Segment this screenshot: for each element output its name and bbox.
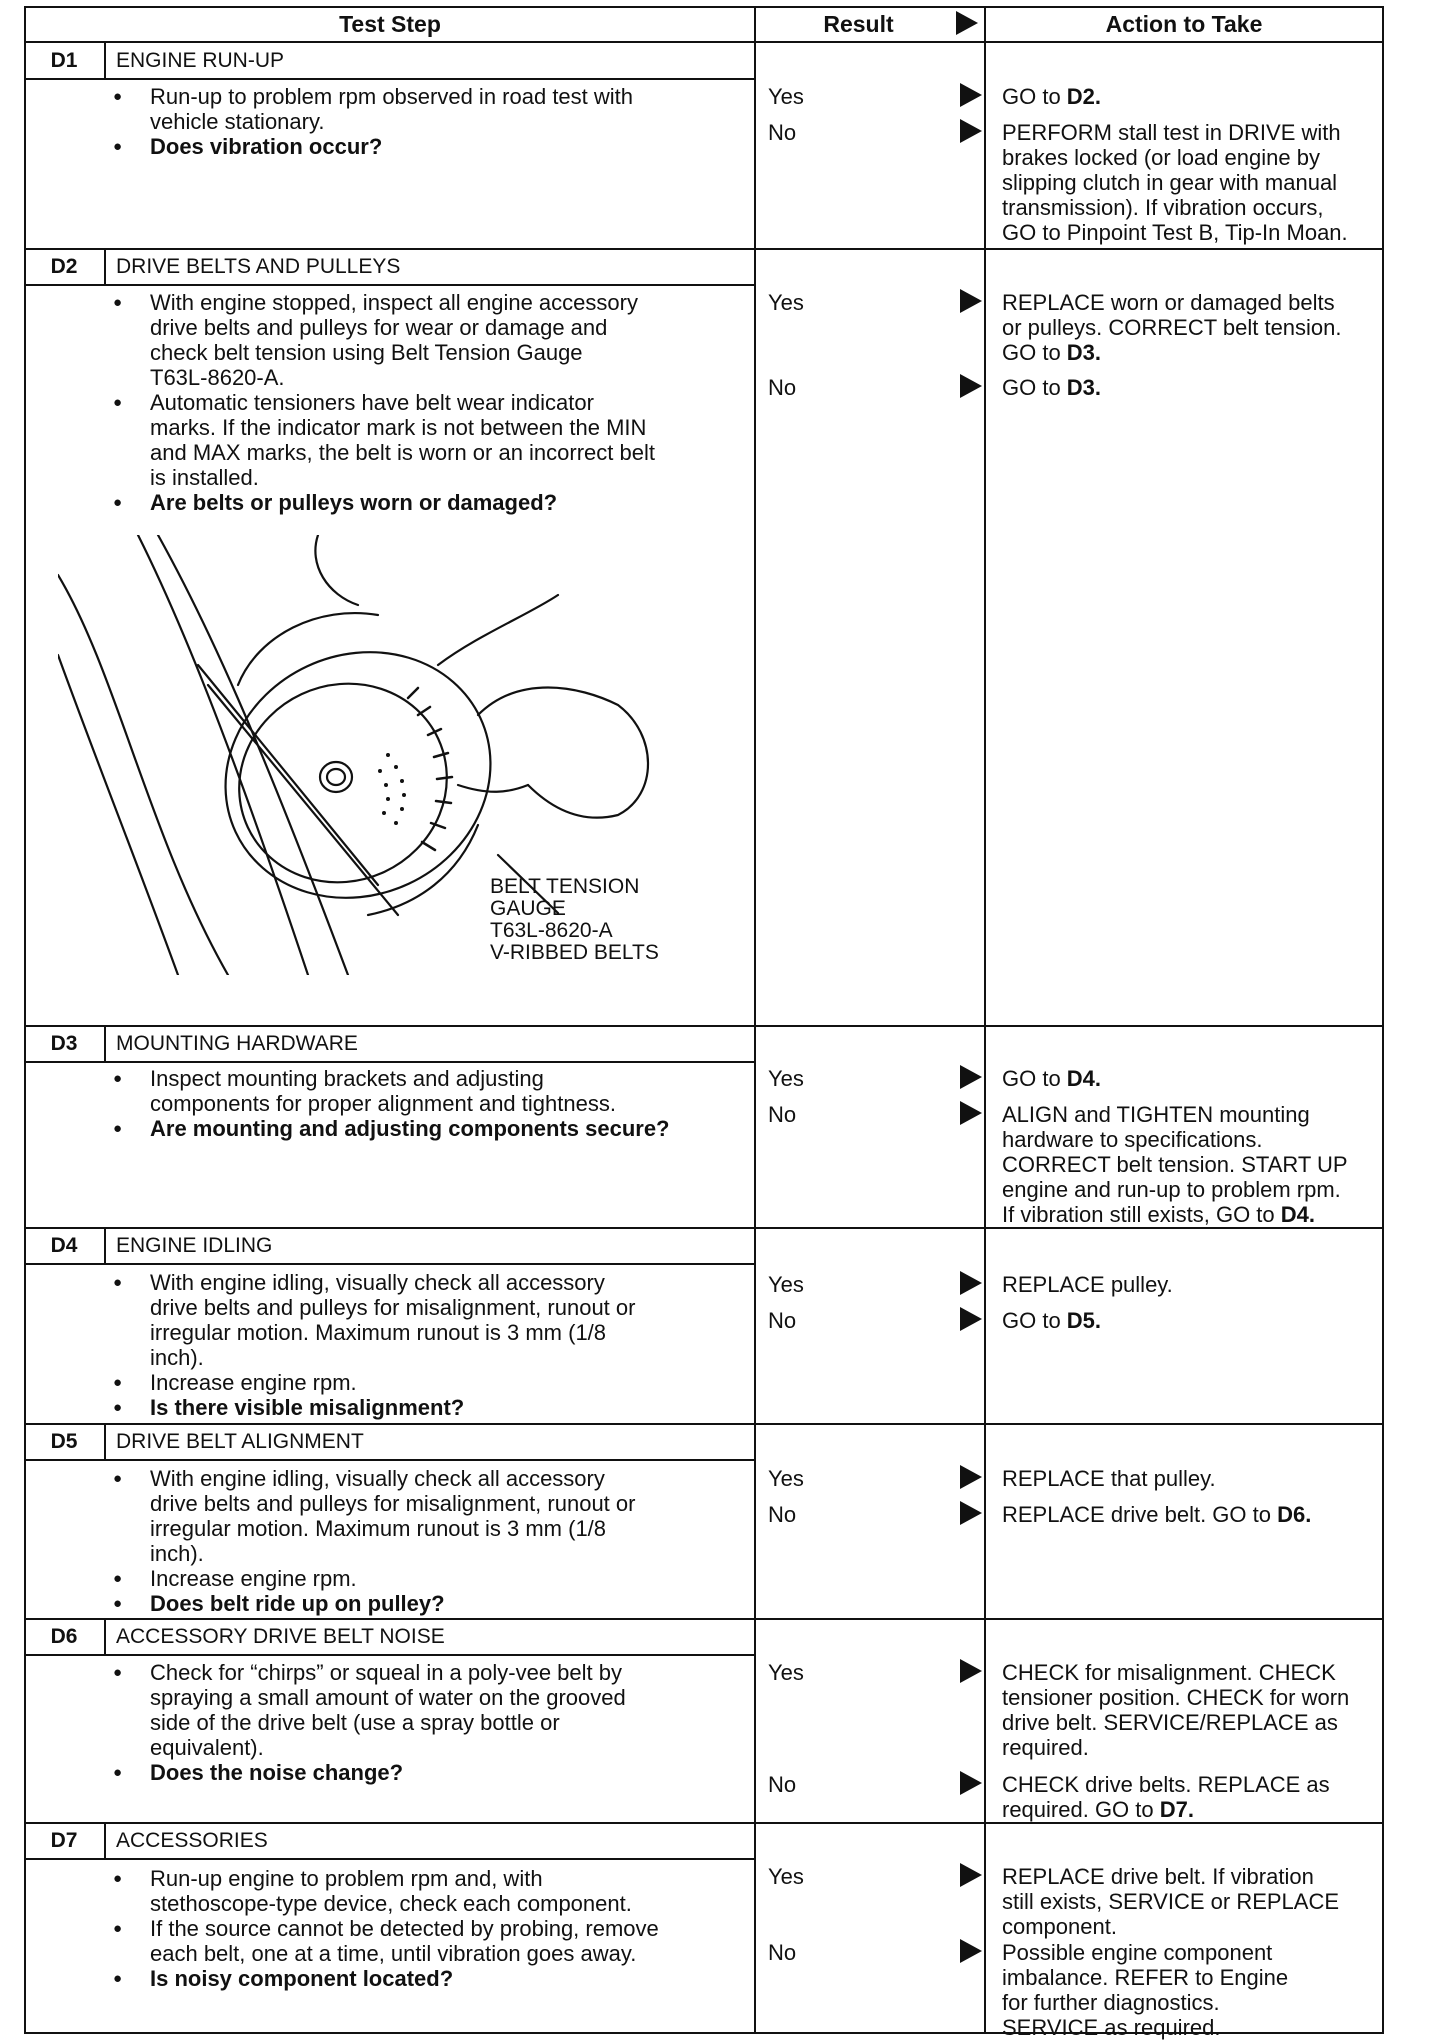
result-no-d3: No <box>768 1102 797 1127</box>
table-border-left <box>24 6 26 2034</box>
bullet-list-d5 <box>110 1466 740 1616</box>
bullet-item: ● Does belt ride up on pulley? <box>110 1591 740 1616</box>
action-no-d1 <box>1002 120 1397 245</box>
action-step-ref: D2. <box>1066 84 1102 109</box>
step-title-d1: ENGINE RUN-UP <box>116 49 285 72</box>
bullet-item: ● If the source cannot be detected by probing, remove each belt, one at a time, until vibration goes away. <box>110 1916 740 1966</box>
bullet-list-d3 <box>110 1066 740 1141</box>
bullet-item: ● Does the noise change? <box>110 1760 740 1785</box>
id-divider-d1 <box>104 42 106 78</box>
result-arrow-icon <box>960 1101 982 1125</box>
bullet-item: ● With engine idling, visually check all accessory drive belts and pulleys for misalignment, runout or irregular motion. Maximum runout is 3 mm (1/8 inch). <box>110 1270 740 1370</box>
action-no-d6 <box>1002 1772 1397 1822</box>
action-text: REPLACE drive belt. If vibration still exists, SERVICE or REPLACE component. <box>1002 1864 1340 1939</box>
column-divider-result <box>754 6 756 2034</box>
result-no-d6: No <box>768 1772 797 1797</box>
bullet-list-d7 <box>110 1866 740 1991</box>
row-divider-d6 <box>24 1618 1384 1620</box>
action-text: GO to <box>1002 84 1067 109</box>
action-no-d2 <box>1002 375 1397 400</box>
bullet-list-d6 <box>110 1660 740 1785</box>
action-yes-d6 <box>1002 1660 1397 1760</box>
action-text: REPLACE drive belt. GO to <box>1002 1502 1278 1527</box>
result-no-d7: No <box>768 1940 797 1965</box>
action-text: CHECK drive belts. REPLACE as required. GO to <box>1002 1772 1330 1822</box>
action-no-d5 <box>1002 1502 1397 1527</box>
id-divider-d7 <box>104 1822 106 1858</box>
result-yes-d2: Yes <box>768 290 804 315</box>
action-text: GO to <box>1002 1066 1067 1091</box>
id-divider-d5 <box>104 1423 106 1459</box>
header-arrow-icon <box>956 11 978 35</box>
result-arrow-icon <box>960 289 982 313</box>
bullet-list-d1 <box>110 84 740 159</box>
action-yes-d7 <box>1002 1864 1397 1939</box>
id-divider-d2 <box>104 248 106 284</box>
result-yes-d5: Yes <box>768 1466 804 1491</box>
step-title-d7: ACCESSORIES <box>116 1829 268 1852</box>
bullet-item: ● Is there visible misalignment? <box>110 1395 740 1420</box>
thumb-outline <box>478 688 648 818</box>
bullet-item: ● Inspect mounting brackets and adjusting components for proper alignment and tightness. <box>110 1066 740 1116</box>
action-text: REPLACE worn or damaged belts or pulleys. CORRECT belt tension. GO to <box>1002 290 1342 365</box>
step-id-d1: D1 <box>50 49 78 72</box>
step-title-d3: MOUNTING HARDWARE <box>116 1032 358 1055</box>
bullet-item: ● Are mounting and adjusting components secure? <box>110 1116 740 1141</box>
bullet-item: ● Run-up to problem rpm observed in road test with vehicle stationary. <box>110 84 740 134</box>
result-arrow-icon <box>960 1065 982 1089</box>
action-yes-d3 <box>1002 1066 1397 1091</box>
result-yes-d7: Yes <box>768 1864 804 1889</box>
title-underline-d1 <box>24 78 756 80</box>
bullet-item: ● Is noisy component located? <box>110 1966 740 1991</box>
result-yes-d1: Yes <box>768 84 804 109</box>
result-arrow-icon <box>960 1307 982 1331</box>
header-result: Result <box>823 11 894 37</box>
bullet-list-d4 <box>110 1270 740 1420</box>
result-arrow-icon <box>960 1465 982 1489</box>
bullet-item: ● With engine stopped, inspect all engine accessory drive belts and pulleys for wear or damage and check belt tension using Belt Tension Gauge T63L-8620-A. <box>110 290 740 390</box>
action-step-ref: D4. <box>1280 1202 1315 1227</box>
action-text: CHECK for misalignment. CHECK tensioner position. CHECK for worn drive belt. SERVICE/REPLACE as required. <box>1002 1660 1350 1760</box>
figure-caption: BELT TENSION GAUGE T63L-8620-A V-RIBBED BELTS <box>490 875 659 964</box>
gauge-center-hub <box>320 762 352 792</box>
row-divider-d2 <box>24 248 1384 250</box>
title-underline-d4 <box>24 1263 756 1265</box>
header-divider <box>24 41 1384 43</box>
result-arrow-icon <box>960 1863 982 1887</box>
action-step-ref: D5. <box>1066 1308 1102 1333</box>
action-text: GO to <box>1002 375 1067 400</box>
action-yes-d5 <box>1002 1466 1397 1491</box>
action-step-ref: D3. <box>1066 375 1102 400</box>
title-underline-d2 <box>24 284 756 286</box>
result-yes-d6: Yes <box>768 1660 804 1685</box>
column-divider-action <box>984 6 986 2034</box>
bullet-list-d2 <box>110 290 740 515</box>
action-text: Possible engine component imbalance. REFER to Engine for further diagnostics. SERVICE as required. <box>1002 1940 1289 2040</box>
result-yes-d3: Yes <box>768 1066 804 1091</box>
step-id-d6: D6 <box>50 1625 78 1648</box>
result-arrow-icon <box>960 119 982 143</box>
result-arrow-icon <box>960 83 982 107</box>
step-id-d7: D7 <box>50 1829 78 1852</box>
table-border-top <box>24 6 1384 8</box>
row-divider-d3 <box>24 1025 1384 1027</box>
step-title-d4: ENGINE IDLING <box>116 1234 273 1257</box>
action-text: ALIGN and TIGHTEN mounting hardware to specifications. CORRECT belt tension. START UP engine and run-up to problem rpm. If vibration still exists, GO to <box>1002 1102 1348 1227</box>
bullet-item: ● Increase engine rpm. <box>110 1370 740 1395</box>
bullet-item: ● Does vibration occur? <box>110 134 740 159</box>
gauge-face-outer <box>185 609 531 941</box>
id-divider-d6 <box>104 1618 106 1654</box>
result-arrow-icon <box>960 1501 982 1525</box>
step-title-d6: ACCESSORY DRIVE BELT NOISE <box>116 1625 445 1648</box>
action-step-ref: D3. <box>1066 340 1102 365</box>
title-underline-d3 <box>24 1061 756 1063</box>
action-no-d3 <box>1002 1102 1397 1227</box>
row-divider-d5 <box>24 1423 1384 1425</box>
id-divider-d3 <box>104 1025 106 1061</box>
result-no-d2: No <box>768 375 797 400</box>
action-text: GO to <box>1002 1308 1067 1333</box>
result-no-d1: No <box>768 120 797 145</box>
bullet-item: ● Are belts or pulleys worn or damaged? <box>110 490 740 515</box>
belt-edge-outer <box>138 535 308 975</box>
id-divider-d4 <box>104 1227 106 1263</box>
bullet-item: ● Increase engine rpm. <box>110 1566 740 1591</box>
result-arrow-icon <box>960 1771 982 1795</box>
header-action: Action to Take <box>1105 11 1263 37</box>
row-divider-d7 <box>24 1822 1384 1824</box>
result-yes-d4: Yes <box>768 1272 804 1297</box>
title-underline-d6 <box>24 1654 756 1656</box>
bullet-item: ● Run-up engine to problem rpm and, with stethoscope-type device, check each component. <box>110 1866 740 1916</box>
step-id-d4: D4 <box>50 1234 78 1257</box>
result-arrow-icon <box>960 1659 982 1683</box>
result-arrow-icon <box>960 374 982 398</box>
action-text: REPLACE pulley. <box>1002 1272 1173 1297</box>
action-text: REPLACE that pulley. <box>1002 1466 1216 1491</box>
result-arrow-icon <box>960 1271 982 1295</box>
action-text: PERFORM stall test in DRIVE with brakes locked (or load engine by slipping clutch in gear with manual transmission). If vibration occurs, GO to Pinpoint Test B, Tip-In Moan. <box>1002 120 1348 245</box>
result-no-d5: No <box>768 1502 797 1527</box>
action-step-ref: D4. <box>1066 1066 1102 1091</box>
row-divider-d4 <box>24 1227 1384 1229</box>
step-title-d5: DRIVE BELT ALIGNMENT <box>116 1430 364 1453</box>
result-no-d4: No <box>768 1308 797 1333</box>
step-id-d2: D2 <box>50 255 78 278</box>
header-test-step: Test Step <box>339 11 441 37</box>
bullet-item: ● Check for “chirps” or squeal in a poly-vee belt by spraying a small amount of water on the grooved side of the drive belt (use a spray bottle or equivalent). <box>110 1660 740 1760</box>
action-step-ref: D6. <box>1277 1502 1312 1527</box>
step-id-d3: D3 <box>50 1032 78 1055</box>
action-no-d7 <box>1002 1940 1397 2040</box>
step-id-d5: D5 <box>50 1430 78 1453</box>
bullet-item: ● Automatic tensioners have belt wear indicator marks. If the indicator mark is not between the MIN and MAX marks, the belt is worn or an incorrect belt is installed. <box>110 390 740 490</box>
result-arrow-icon <box>960 1939 982 1963</box>
action-yes-d2 <box>1002 290 1397 365</box>
action-yes-d1 <box>1002 84 1397 109</box>
action-yes-d4 <box>1002 1272 1397 1297</box>
action-step-ref: D7. <box>1159 1797 1194 1822</box>
belt-edge-inner <box>158 535 348 975</box>
title-underline-d5 <box>24 1459 756 1461</box>
step-title-d2: DRIVE BELTS AND PULLEYS <box>116 255 401 278</box>
bullet-item: ● With engine idling, visually check all accessory drive belts and pulleys for misalignment, runout or irregular motion. Maximum runout is 3 mm (1/8 inch). <box>110 1466 740 1566</box>
action-no-d4 <box>1002 1308 1397 1333</box>
engine-contour-left <box>58 575 228 975</box>
title-underline-d7 <box>24 1858 756 1860</box>
